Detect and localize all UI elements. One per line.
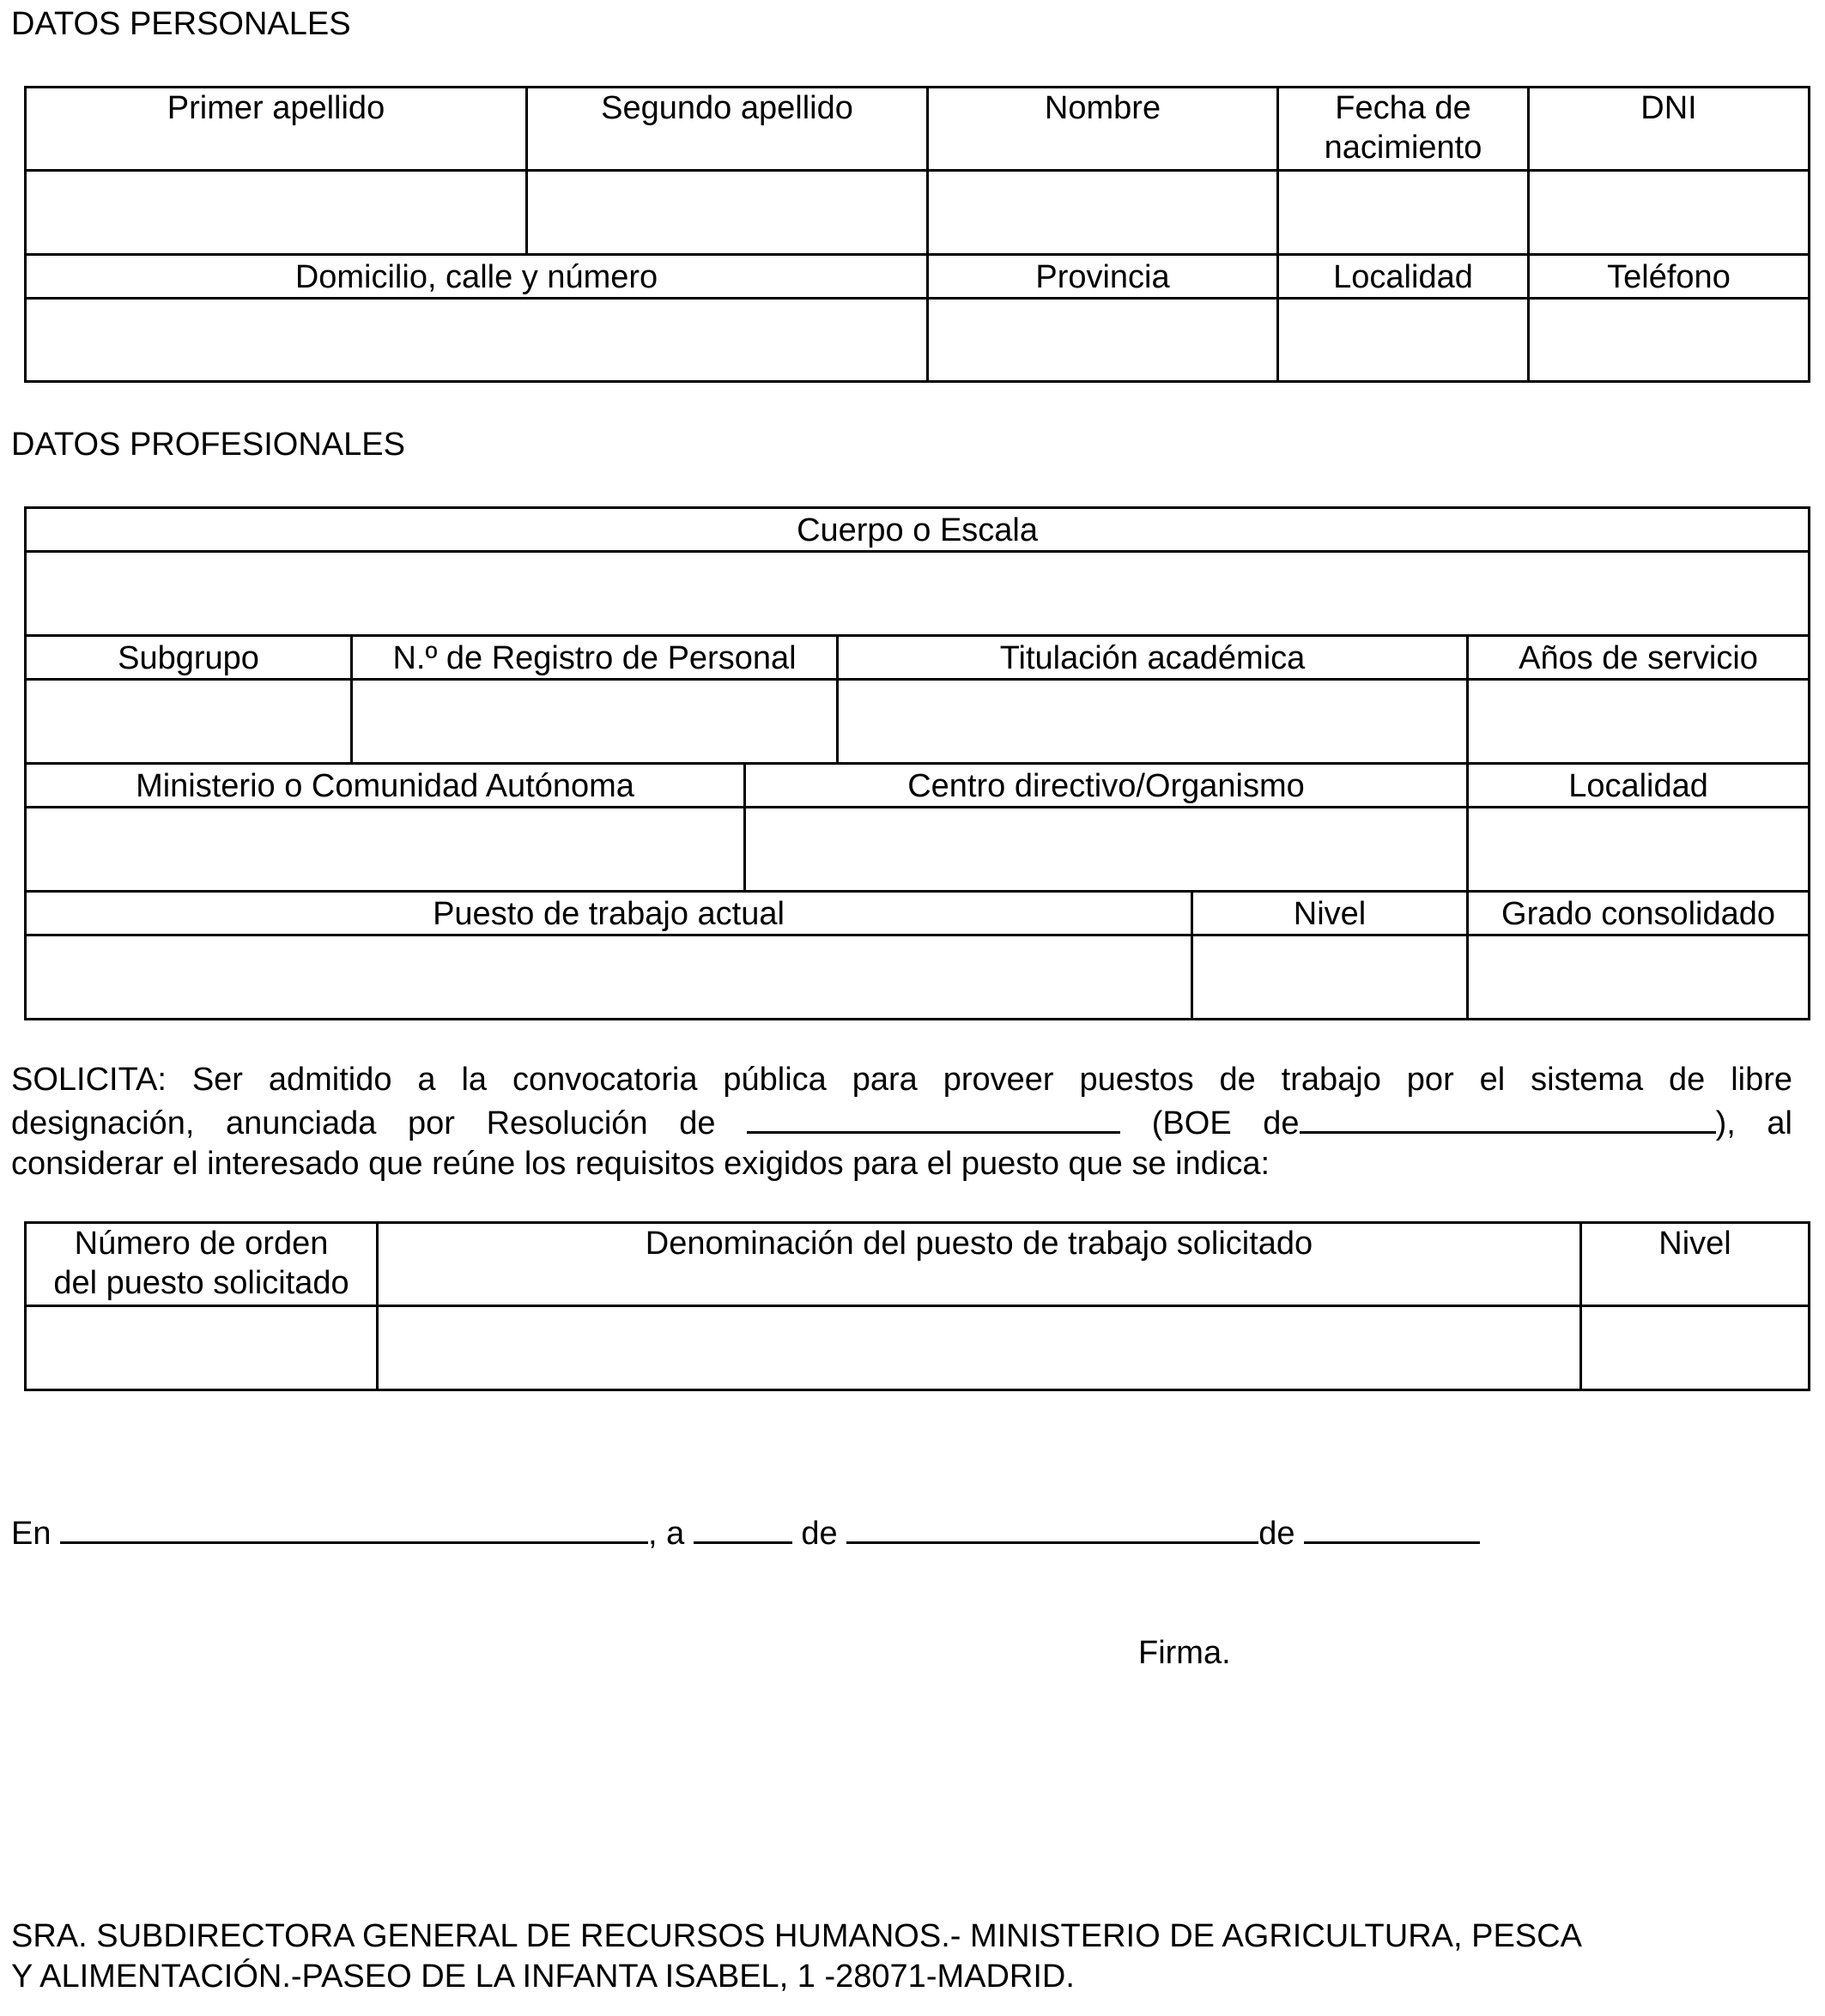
year-blank[interactable] — [1304, 1510, 1480, 1544]
professional-data-heading: DATOS PROFESIONALES — [11, 427, 405, 463]
fecha-nacimiento-label — [1278, 88, 1529, 171]
dni-label: DNI — [1529, 88, 1810, 171]
fecha-nacimiento-label-line: nacimiento — [1324, 130, 1482, 166]
provincia-label: Provincia — [928, 255, 1278, 299]
nivel-solicitado-field[interactable] — [1581, 1306, 1810, 1390]
professional-data-table — [24, 506, 1810, 1020]
numero-orden-label — [26, 1223, 378, 1306]
telefono-label: Teléfono — [1529, 255, 1810, 299]
puesto-actual-field[interactable] — [26, 935, 1192, 1020]
grado-consolidado-field[interactable] — [1468, 935, 1810, 1020]
nivel-label: Nivel — [1192, 892, 1468, 935]
a-text: , a — [648, 1516, 685, 1552]
solicita-paragraph — [11, 1060, 1792, 1184]
grado-consolidado-label: Grado consolidado — [1468, 892, 1810, 935]
cuerpo-escala-label: Cuerpo o Escala — [26, 508, 1810, 552]
numero-orden-field[interactable] — [26, 1306, 378, 1390]
primer-apellido-label: Primer apellido — [26, 88, 527, 171]
localidad-field[interactable] — [1278, 299, 1529, 382]
day-blank[interactable] — [694, 1510, 792, 1544]
de-text: de — [1258, 1516, 1295, 1552]
puesto-actual-label: Puesto de trabajo actual — [26, 892, 1192, 935]
localidad-label: Localidad — [1278, 255, 1529, 299]
provincia-field[interactable] — [928, 299, 1278, 382]
solicita-line: considerar el interesado que reúne los requisitos exigidos para el puesto que se indica: — [11, 1146, 1270, 1182]
signature-label: Firma. — [1138, 1635, 1231, 1671]
titulacion-field[interactable] — [838, 680, 1468, 764]
de-text: de — [801, 1516, 838, 1552]
resolucion-date-blank[interactable] — [747, 1100, 1120, 1134]
registro-personal-field[interactable] — [352, 680, 838, 764]
solicita-line — [11, 1100, 1792, 1144]
nivel-field[interactable] — [1192, 935, 1468, 1020]
en-text: En — [11, 1516, 52, 1552]
domicilio-label: Domicilio, calle y número — [26, 255, 928, 299]
cuerpo-escala-field[interactable] — [26, 552, 1810, 636]
denominacion-field[interactable] — [378, 1306, 1581, 1390]
boe-date-blank[interactable] — [1300, 1100, 1716, 1134]
addressee-block — [11, 1916, 1582, 1997]
solicita-text: ), al — [1715, 1105, 1792, 1141]
dni-field[interactable] — [1529, 171, 1810, 255]
subgrupo-field[interactable] — [26, 680, 352, 764]
place-date-line — [11, 1510, 1480, 1553]
numero-orden-label-line: Número de orden — [74, 1226, 329, 1262]
fecha-nacimiento-label-line: Fecha de — [1335, 90, 1471, 126]
solicita-text: designación, anunciada por Resolución de — [11, 1105, 716, 1141]
personal-data-heading: DATOS PERSONALES — [11, 6, 351, 42]
localidad-prof-label: Localidad — [1468, 764, 1810, 808]
numero-orden-label-line: del puesto solicitado — [53, 1265, 349, 1301]
domicilio-field[interactable] — [26, 299, 928, 382]
segundo-apellido-label: Segundo apellido — [527, 88, 928, 171]
nivel-solicitado-label: Nivel — [1581, 1223, 1810, 1306]
personal-data-table — [24, 86, 1810, 383]
ministerio-label: Ministerio o Comunidad Autónoma — [26, 764, 745, 808]
registro-personal-label: N.º de Registro de Personal — [352, 636, 838, 680]
fecha-nacimiento-field[interactable] — [1278, 171, 1529, 255]
titulacion-label: Titulación académica — [838, 636, 1468, 680]
nombre-field[interactable] — [928, 171, 1278, 255]
requested-position-table — [24, 1221, 1810, 1391]
solicita-text: (BOE de — [1151, 1105, 1300, 1141]
solicita-line: SOLICITA: Ser admitido a la convocatoria pública para proveer puestos de trabajo por el sistema de libre — [11, 1062, 1792, 1098]
month-blank[interactable] — [846, 1510, 1258, 1544]
localidad-prof-field[interactable] — [1468, 808, 1810, 892]
addressee-line: SRA. SUBDIRECTORA GENERAL DE RECURSOS HUMANOS.- MINISTERIO DE AGRICULTURA, PESCA — [11, 1918, 1582, 1954]
anos-servicio-label: Años de servicio — [1468, 636, 1810, 680]
centro-directivo-label: Centro directivo/Organismo — [745, 764, 1468, 808]
denominacion-label: Denominación del puesto de trabajo solicitado — [378, 1223, 1581, 1306]
telefono-field[interactable] — [1529, 299, 1810, 382]
addressee-line: Y ALIMENTACIÓN.-PASEO DE LA INFANTA ISABEL, 1 -28071-MADRID. — [11, 1958, 1075, 1995]
anos-servicio-field[interactable] — [1468, 680, 1810, 764]
centro-directivo-field[interactable] — [745, 808, 1468, 892]
primer-apellido-field[interactable] — [26, 171, 527, 255]
nombre-label: Nombre — [928, 88, 1278, 171]
subgrupo-label: Subgrupo — [26, 636, 352, 680]
ministerio-field[interactable] — [26, 808, 745, 892]
place-blank[interactable] — [60, 1510, 648, 1544]
segundo-apellido-field[interactable] — [527, 171, 928, 255]
